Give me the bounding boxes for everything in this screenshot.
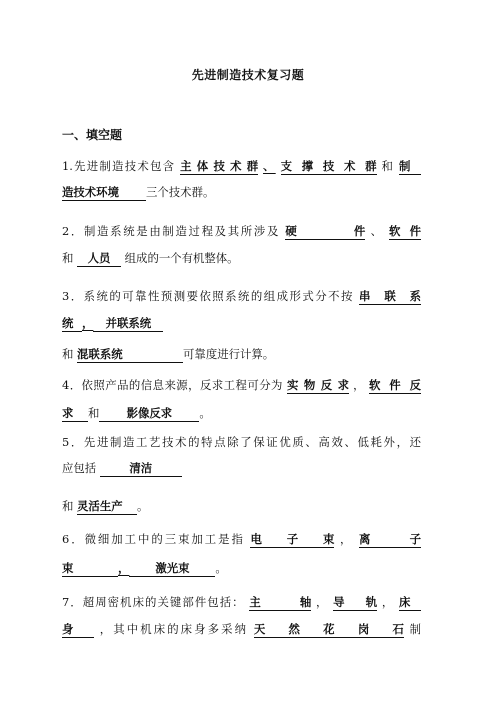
- q7-answer-1: 主轴: [249, 595, 312, 609]
- question-1-line-1: [62, 156, 421, 176]
- question-4-line-2: [62, 403, 421, 423]
- q7-answer-3-part-1: 床: [399, 594, 421, 611]
- q6-answer-2-part-2: 束: [62, 560, 118, 577]
- q2-answer-1: 硬件: [285, 224, 366, 238]
- question-3-line-1: [62, 286, 421, 306]
- q6-answer-3: 激光束: [129, 560, 215, 577]
- q7-answer-4: 天然花岗石: [253, 622, 404, 636]
- q1-sep-1: 、: [263, 159, 276, 173]
- q3-answer-2: 并联系统: [93, 315, 163, 332]
- q2-prefix: 2．制造系统是由制造过程及其所涉及: [62, 224, 281, 238]
- q1-answer-2: 支撑技术群: [280, 159, 377, 173]
- q4-answer-3: 影像反求: [99, 405, 199, 422]
- q6-sep-1: ，: [340, 532, 354, 546]
- q6-prefix: 6．微细加工中的三束加工是指: [62, 532, 245, 546]
- q6-sep-2: ，: [118, 561, 130, 575]
- question-5-line-3: [62, 496, 421, 516]
- q6-answer-2-part-1: 离子: [359, 532, 421, 546]
- question-5-line-1: [62, 432, 421, 452]
- question-7-line-2: [62, 619, 421, 639]
- question-7-line-1: [62, 592, 421, 612]
- q7-sep-2: ，: [381, 595, 395, 609]
- q1-sep-2: 和: [381, 159, 395, 173]
- q3-sep-1: ，: [82, 316, 94, 330]
- q7-prefix: 7．超周密机床的关键部件包括：: [62, 595, 245, 609]
- q2-answer-3: 人员: [77, 250, 121, 267]
- q4-prefix: 4．依照产品的信息来源，反求工程可分为: [62, 378, 283, 392]
- q4-mid: 和: [88, 406, 100, 420]
- q5-suffix: 。: [137, 499, 149, 513]
- question-6-line-1: [62, 529, 421, 549]
- q5-prefix: 应包括: [62, 461, 97, 475]
- q5-answer-2: 灵活生产: [77, 498, 137, 515]
- q6-suffix: 。: [215, 561, 227, 575]
- q3-answer-1-part-1: 串联系: [359, 289, 422, 303]
- question-5-line-2: [62, 458, 421, 478]
- q4-answer-2-part-1: 软件反: [369, 378, 421, 392]
- q6-answer-1: 电子束: [250, 532, 335, 546]
- q3-answer-1-part-2: 统: [62, 315, 82, 332]
- q2-suffix: 组成的一个有机整体。: [124, 251, 239, 265]
- section-heading: 一、填空题: [62, 128, 123, 142]
- q3-answer-3: 混联系统: [77, 346, 183, 363]
- q5-mid: 和: [62, 499, 74, 513]
- question-3-line-2: [62, 313, 421, 333]
- q3-prefix: 3．系统的可靠性预测要依照系统的组成形式分不按: [62, 289, 354, 303]
- q4-sep-1: ，: [353, 378, 365, 392]
- q7-mid: ，其中机床的床身多采纳: [99, 622, 249, 636]
- q1-suffix: 三个技术群。: [146, 185, 215, 199]
- q2-sep-1: 、: [370, 224, 384, 238]
- q7-answer-2: 导轨: [333, 595, 378, 609]
- question-2-line-2: [62, 248, 421, 268]
- q2-mid: 和: [62, 251, 74, 265]
- q2-answer-2: 软件: [389, 224, 422, 238]
- question-4-line-1: [62, 375, 421, 395]
- q7-answer-3-part-2: 身: [62, 621, 94, 638]
- q1-answer-1: 主体技术群: [180, 159, 259, 173]
- q1-prefix: 1.先进制造技术包含: [62, 159, 176, 173]
- q7-suffix: 制: [409, 622, 422, 636]
- question-1-line-2: [62, 182, 421, 202]
- q5-answer-1: 清洁: [100, 460, 182, 477]
- q4-answer-1: 实物反求: [286, 378, 349, 392]
- question-6-line-2: [62, 558, 421, 578]
- q1-answer-3-part-2: 造技术环境: [62, 184, 146, 201]
- q7-sep-1: ，: [316, 595, 329, 609]
- q3-suffix: 可靠度进行计算。: [183, 347, 275, 361]
- q4-suffix: 。: [199, 406, 211, 420]
- question-3-line-3: [62, 344, 421, 364]
- q1-answer-3-part-1: 制: [399, 158, 421, 175]
- q3-mid: 和: [62, 347, 74, 361]
- q5-line-1: 5．先进制造工艺技术的特点除了保证优质、高效、低耗外，还: [62, 435, 421, 449]
- q4-answer-2-part-2: 求: [62, 405, 88, 422]
- document-title: 先进制造技术复习题: [191, 68, 305, 82]
- question-2-line-1: [62, 221, 421, 241]
